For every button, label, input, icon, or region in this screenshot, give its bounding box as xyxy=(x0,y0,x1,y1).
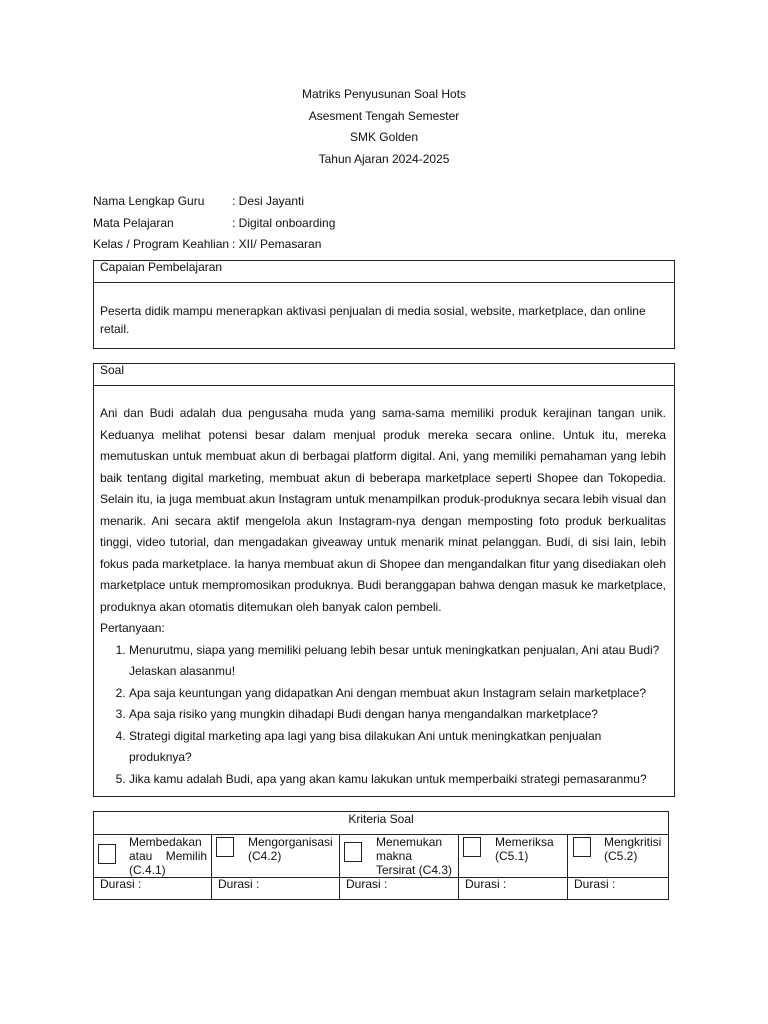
info-row-guru xyxy=(93,191,335,213)
guru-value: : Desi Jayanti xyxy=(232,194,305,208)
criteria-c42-checkbox[interactable] xyxy=(216,837,234,857)
question-item: 5. Jika kamu adalah Budi, apa yang akan kamu lakukan untuk memperbaiki strategi pemasaranmu? xyxy=(129,769,666,791)
kelas-label: Kelas / Program Keahlian xyxy=(93,237,230,251)
soal-paragraph: Ani dan Budi adalah dua pengusaha muda yang sama-sama memiliki produk kerajinan tangan unik. Keduanya melihat potensi besar dalam menjual produk mereka secara online. Untuk itu, mereka memutuskan untuk membuat akun di berbagai platform digital. Ani, yang memiliki pemahaman yang lebih baik tentang digital marketing, membuat akun di beberapa marketplace seperti Shopee dan Tokopedia. Selain itu, ia juga membuat akun Instagram untuk menampilkan produk-produknya secara lebih visual dan menarik. Ani secara aktif mengelola akun Instagram-nya dengan memposting foto produk berkualitas tinggi, video tutorial, dan mengadakan giveaway untuk menarik minat pelanggan. Budi, di sisi lain, lebih fokus pada marketplace. Ia hanya membuat akun di Shopee dan mengandalkan fitur yang disediakan oleh marketplace untuk mempromosikan produknya. Budi beranggapan bahwa dengan masuk ke marketplace, produknya akan otomatis ditemukan oleh banyak calon pembeli. xyxy=(100,406,666,614)
criteria-c41-checkbox[interactable] xyxy=(98,844,116,864)
criteria-c52-line: (C5.2) xyxy=(604,849,638,863)
criteria-c51-cell xyxy=(459,835,568,877)
durasi-c51: Durasi : xyxy=(459,878,568,899)
criteria-c41-line: atau Memilih xyxy=(129,849,208,863)
criteria-c52-checkbox[interactable] xyxy=(573,837,591,857)
criteria-c52-cell xyxy=(568,835,668,877)
criteria-c52-line: Mengkritisi xyxy=(604,835,662,849)
identity-info xyxy=(93,191,335,256)
durasi-c42: Durasi : xyxy=(212,878,340,899)
kriteria-soal-table xyxy=(93,811,669,900)
title-line-3: SMK Golden xyxy=(349,130,419,144)
durasi-c41: Durasi : xyxy=(94,878,212,899)
info-row-mapel xyxy=(93,213,335,235)
criteria-c43-label xyxy=(376,835,452,877)
criteria-c43-line: makna xyxy=(376,849,413,863)
kriteria-title: Kriteria Soal xyxy=(94,812,668,835)
capaian-pembelajaran-box xyxy=(93,260,675,349)
soal-title: Soal xyxy=(94,364,674,386)
mapel-label: Mata Pelajaran xyxy=(93,215,174,230)
criteria-c41-cell xyxy=(94,835,212,877)
criteria-c43-cell xyxy=(340,835,459,877)
durasi-c52: Durasi : xyxy=(574,877,616,891)
criteria-c41-line: (C.4.1) xyxy=(129,863,166,877)
criteria-c51-label xyxy=(495,835,554,863)
capaian-text: Peserta didik mampu menerapkan aktivasi penjualan di media sosial, website, marketplace, dan online retail. xyxy=(100,304,646,336)
criteria-c42-cell xyxy=(212,835,340,877)
soal-body xyxy=(94,386,674,790)
question-list xyxy=(100,640,666,791)
question-item: 2. Apa saja keuntungan yang didapatkan Ani dengan membuat akun Instagram selain marketplace? xyxy=(129,683,666,705)
title-line-4: Tahun Ajaran 2024-2025 xyxy=(318,151,450,166)
document-title xyxy=(0,84,768,170)
kelas-value: : XII/ Pemasaran xyxy=(232,237,322,251)
capaian-title: Capaian Pembelajaran xyxy=(94,261,674,283)
pertanyaan-label: Pertanyaan: xyxy=(100,621,165,635)
soal-box xyxy=(93,363,675,797)
info-row-kelas xyxy=(93,234,335,256)
kriteria-options-row xyxy=(94,835,668,878)
criteria-c43-line: Menemukan xyxy=(376,835,443,849)
title-line-1: Matriks Penyusunan Soal Hots xyxy=(301,87,467,101)
criteria-c43-line: Tersirat (C4.3) xyxy=(376,863,453,877)
question-item: 1. Menurutmu, siapa yang memiliki peluang lebih besar untuk meningkatkan penjualan, Ani atau Budi? Jelaskan alasanmu! xyxy=(129,640,666,683)
guru-label: Nama Lengkap Guru xyxy=(93,194,205,208)
criteria-c41-line: Membedakan xyxy=(129,835,202,849)
mapel-value: : Digital onboarding xyxy=(232,215,336,230)
criteria-c52-label xyxy=(604,835,661,863)
criteria-c51-checkbox[interactable] xyxy=(463,837,481,857)
criteria-c42-line: Mengorganisasi xyxy=(248,835,333,849)
criteria-c41-label xyxy=(129,835,207,877)
durasi-c43: Durasi : xyxy=(340,878,459,899)
criteria-c42-line: (C4.2) xyxy=(248,849,282,863)
criteria-c42-label xyxy=(248,835,333,863)
criteria-c51-line: (C5.1) xyxy=(495,849,529,863)
criteria-c43-checkbox[interactable] xyxy=(344,842,362,862)
question-item: 3. Apa saja risiko yang mungkin dihadapi Budi dengan hanya mengandalkan marketplace? xyxy=(129,704,666,726)
criteria-c51-line: Memeriksa xyxy=(495,835,554,849)
title-line-2: Asesment Tengah Semester xyxy=(308,108,460,123)
question-item: 4. Strategi digital marketing apa lagi yang bisa dilakukan Ani untuk meningkatkan penjualan produknya? xyxy=(129,726,666,769)
durasi-row xyxy=(94,878,668,899)
